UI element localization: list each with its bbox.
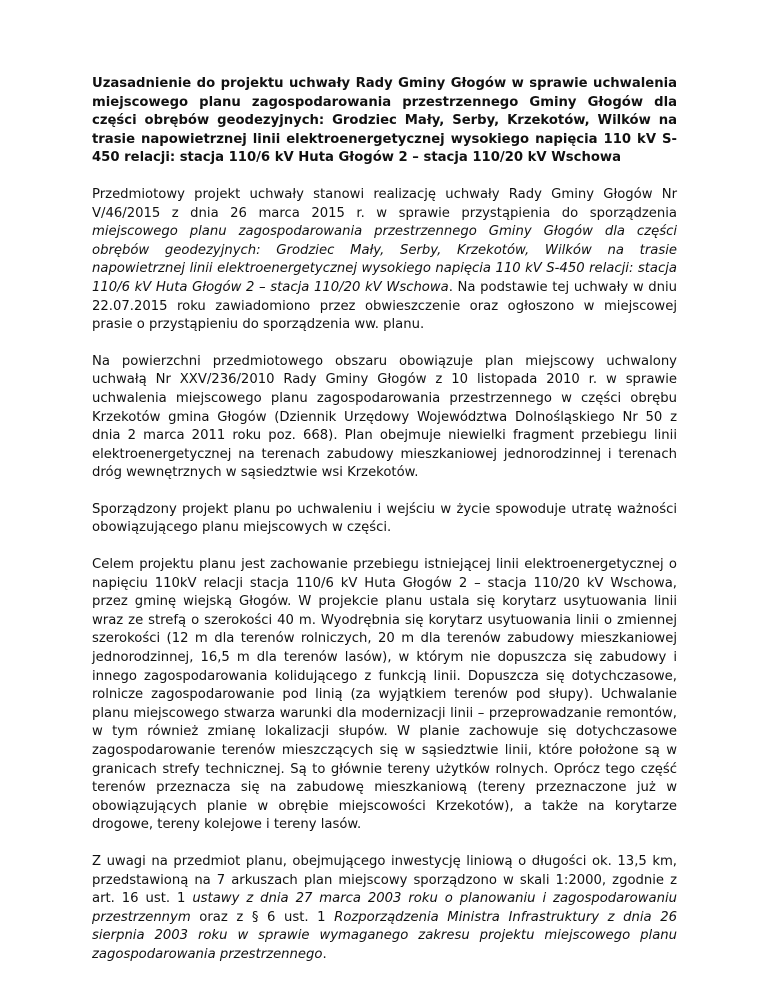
paragraph-1 xyxy=(92,186,677,335)
paragraph-5-text-a: Z uwagi na przedmiot planu, obejmującego inwestycję liniową o długości ok. 13,5 km, przedstawioną na 7 arkuszach plan miejscowy sporządzono w skali 1:2000, zgodnie z art. 16 ust. 1 xyxy=(92,853,677,907)
paragraph-3: Sporządzony projekt planu po uchwaleniu i wejściu w życie spowoduje utratę ważności obowiązującego planu miejscowych w części. xyxy=(92,501,677,536)
paragraph-4: Celem projektu planu jest zachowanie przebiegu istniejącej linii elektroenergetycznej o napięciu 110kV relacji stacja 110/6 kV Huta Głogów 2 – stacja 110/20 kV Wschowa, przez gminę wiejską Głogów. W projekcie planu ustala się korytarz usytuowania linii wraz ze strefą o szerokości 40 m. Wyodrębnia się korytarz usytuowania linii o zmiennej szerokości (12 m dla terenów rolniczych, 20 m dla terenów zabudowy mieszkaniowej jednorodzinnej, 16,5 m dla terenów lasów), w którym nie dopuszcza się zabudowy i innego zagospodarowania kolidującego z funkcją linii. Dopuszcza się dotychczasowe, rolnicze zagospodarowanie pod linią (za wyjątkiem terenów pod słupy). Uchwalanie planu miejscowego stwarza warunki dla modernizacji linii – przeprowadzanie remontów, w tym również zmianę lokalizacji słupów. W planie zachowuje się dotychczasowe zagospodarowanie terenów mieszczących się w sąsiedztwie linii, które położone są w granicach strefy technicznej. Są to głównie tereny użytków rolnych. Oprócz tego część terenów przeznacza się na zabudowę mieszkaniową (tereny przeznaczone już w obowiązujących planie w obrębie miejscowości Krzekotów), a także na korytarze drogowe, tereny kolejowe i tereny lasów. xyxy=(92,557,677,833)
paragraph-5-text-c: oraz z § 6 ust. 1 xyxy=(190,909,335,925)
paragraph-5 xyxy=(92,853,677,965)
paragraph-5-italic-regulation: Rozporządzenia Ministra Infrastruktury z dnia 26 sierpnia 2003 roku w sprawie wymaganego zakresu projektu miejscowego planu zagospodarowania przestrzennego xyxy=(92,909,677,962)
paragraph-5-text-e: . xyxy=(322,946,327,962)
paragraph-1-text-c: . Na podstawie tej uchwały w dniu 22.07.2015 roku zawiadomiono przez obwieszczenie oraz ogłoszono w miejscowej prasie o przystąpieniu do sporządzenia ww. planu. xyxy=(92,279,677,333)
paragraph-5-italic-act: ustawy z dnia 27 marca 2003 roku o planowaniu i zagospodarowaniu przestrzennym xyxy=(92,891,677,925)
document-title: Uzasadnienie do projektu uchwały Rady Gminy Głogów w sprawie uchwalenia miejscowego planu zagospodarowania przestrzennego Gminy Głogów dla części obrębów geodezyjnych: Grodziec Mały, Serby, Krzekotów, Wilków na trasie napowietrznej linii elektroenergetycznej wysokiego napięcia 110 kV S-450 relacji: stacja 110/6 kV Huta Głogów 2 – stacja 110/20 kV Wschowa xyxy=(92,76,677,166)
paragraph-1-text-a: Przedmiotowy projekt uchwały stanowi realizację uchwały Rady Gminy Głogów Nr V/46/2015 z dnia 26 marca 2015 r. w sprawie przystąpienia do sporządzenia xyxy=(92,186,677,221)
paragraph-2: Na powierzchni przedmiotowego obszaru obowiązuje plan miejscowy uchwalony uchwałą Nr XXV/236/2010 Rady Gminy Głogów z 10 listopada 2010 r. w sprawie uchwalenia miejscowego planu zagospodarowania przestrzennego w części obrębu Krzekotów gmina Głogów (Dziennik Urzędowy Województwa Dolnośląskiego Nr 50 z dnia 2 marca 2011 roku poz. 668). Plan obejmuje niewielki fragment przebiegu linii elektroenergetycznej na terenach zabudowy mieszkaniowej jednorodzinnej i terenach dróg wewnętrznych w sąsiedztwie wsi Krzekotów. xyxy=(92,353,677,481)
paragraph-1-italic-plan-name: miejscowego planu zagospodarowania przestrzennego Gminy Głogów dla części obrębów geodezyjnych: Grodziec Mały, Serby, Krzekotów, Wilków na trasie napowietrznej linii elektroenergetycznej wysokiego napięcia 110 kV S-450 relacji: stacja 110/6 kV Huta Głogów 2 – stacja 110/20 kV Wschowa xyxy=(92,224,677,295)
